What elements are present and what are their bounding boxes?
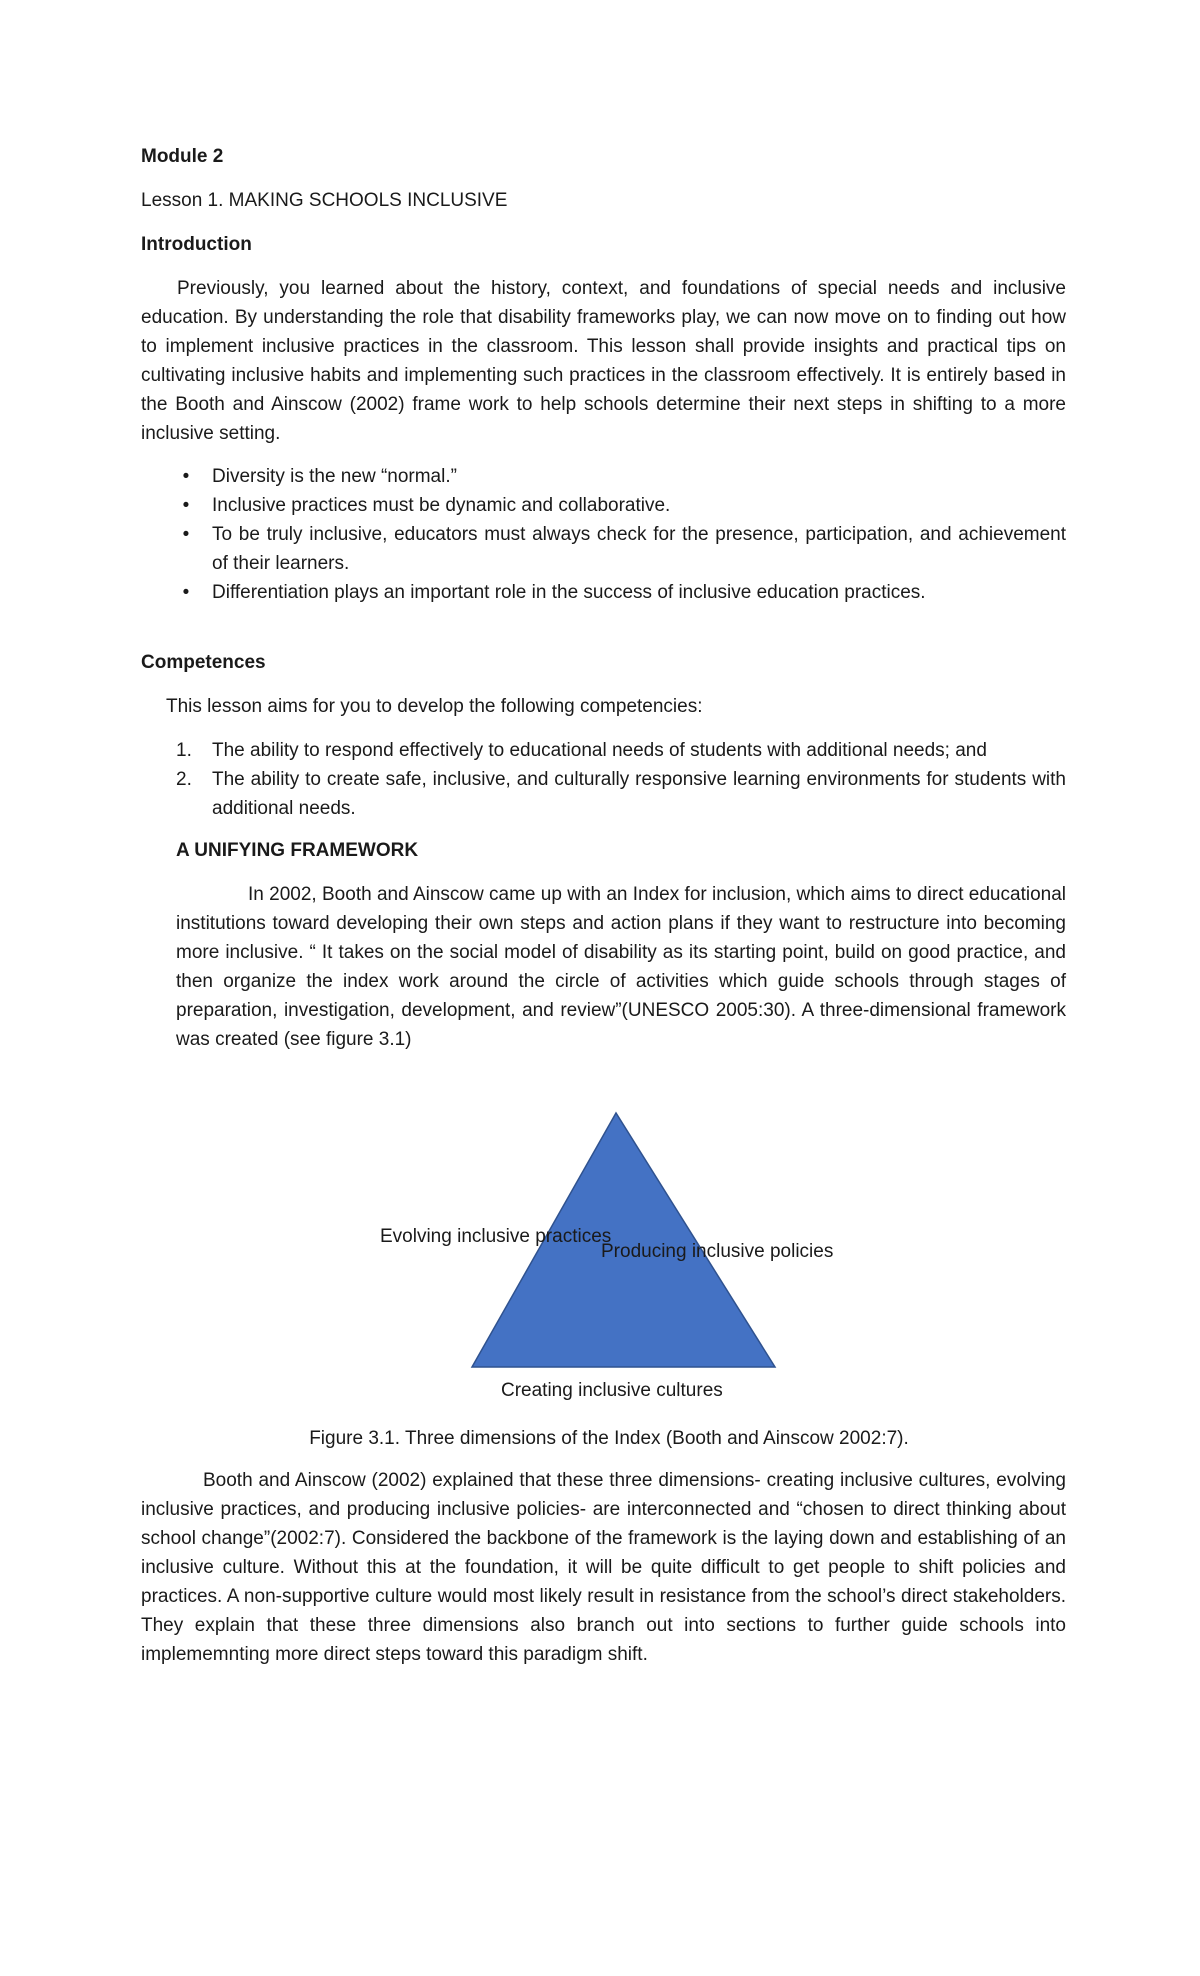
label-evolving-practices: Evolving inclusive practices xyxy=(380,1226,612,1247)
figure-caption: Figure 3.1. Three dimensions of the Index (Booth and Ainscow 2002:7). xyxy=(309,1428,909,1449)
module-title: Module 2 xyxy=(141,146,224,167)
bullet-icon: • xyxy=(182,466,190,487)
lesson-title: Lesson 1. MAKING SCHOOLS INCLUSIVE xyxy=(141,190,508,211)
bullet-icon: • xyxy=(182,524,190,545)
introduction-paragraph: Previously, you learned about the history, context, and foundations of special needs and inclusive education. By understanding the role that disability frameworks play, we can now move on to finding out how to implement inclusive practices in the classroom. This lesson shall provide insights and practical tips on cultivating inclusive habits and implementing such practices in the classroom effectively. It is entirely based in the Booth and Ainscow (2002) frame work to help schools determine their next steps in shifting to a more inclusive setting. xyxy=(141,278,1066,444)
competences-intro: This lesson aims for you to develop the following competencies: xyxy=(166,696,703,717)
framework-paragraph: In 2002, Booth and Ainscow came up with an Index for inclusion, which aims to direct educational institutions toward developing their own steps and action plans if they want to restructure into becoming more inclusive. “ It takes on the social model of disability as its starting point, build on good practice, and then organize the index work around the circle of activities which guide schools through stages of preparation, investigation, development, and review”(UNESCO 2005:30). A three-dimensional framework was created (see figure 3.1) xyxy=(176,884,1066,1050)
bullet-icon: • xyxy=(182,495,190,516)
list-item: 2. The ability to create safe, inclusive, and culturally responsive learning environments for students with additional needs. xyxy=(176,769,1066,819)
competences-heading: Competences xyxy=(141,652,266,673)
list-item: • Diversity is the new “normal.” xyxy=(176,462,1066,491)
closing-paragraph: Booth and Ainscow (2002) explained that these three dimensions- creating inclusive cultures, evolving inclusive practices, and producing inclusive policies- are interconnected and “chosen to direct thinking about school change”(2002:7). Considered the backbone of the framework is the laying down and establishing of an inclusive culture. Without this at the foundation, it will be quite difficult to get people to shift policies and practices. A non-supportive culture would most likely result in resistance from the school’s direct stakeholders. They explain that these three dimensions also branch out into sections to further guide schools into implememnting more direct steps toward this paradigm shift. xyxy=(141,1470,1066,1665)
label-producing-policies: Producing inclusive policies xyxy=(601,1241,834,1262)
list-item: • Differentiation plays an important role in the success of inclusive education practices. xyxy=(176,578,1066,607)
list-item: • Inclusive practices must be dynamic and collaborative. xyxy=(176,491,1066,520)
label-creating-cultures: Creating inclusive cultures xyxy=(501,1380,723,1401)
introduction-heading: Introduction xyxy=(141,234,252,255)
framework-heading: A UNIFYING FRAMEWORK xyxy=(176,840,419,861)
list-item: 1. The ability to respond effectively to educational needs of students with additional needs; and xyxy=(176,740,987,761)
bullet-icon: • xyxy=(182,582,190,603)
list-item: • To be truly inclusive, educators must always check for the presence, participation, and achievement of their learners. xyxy=(176,520,1066,578)
